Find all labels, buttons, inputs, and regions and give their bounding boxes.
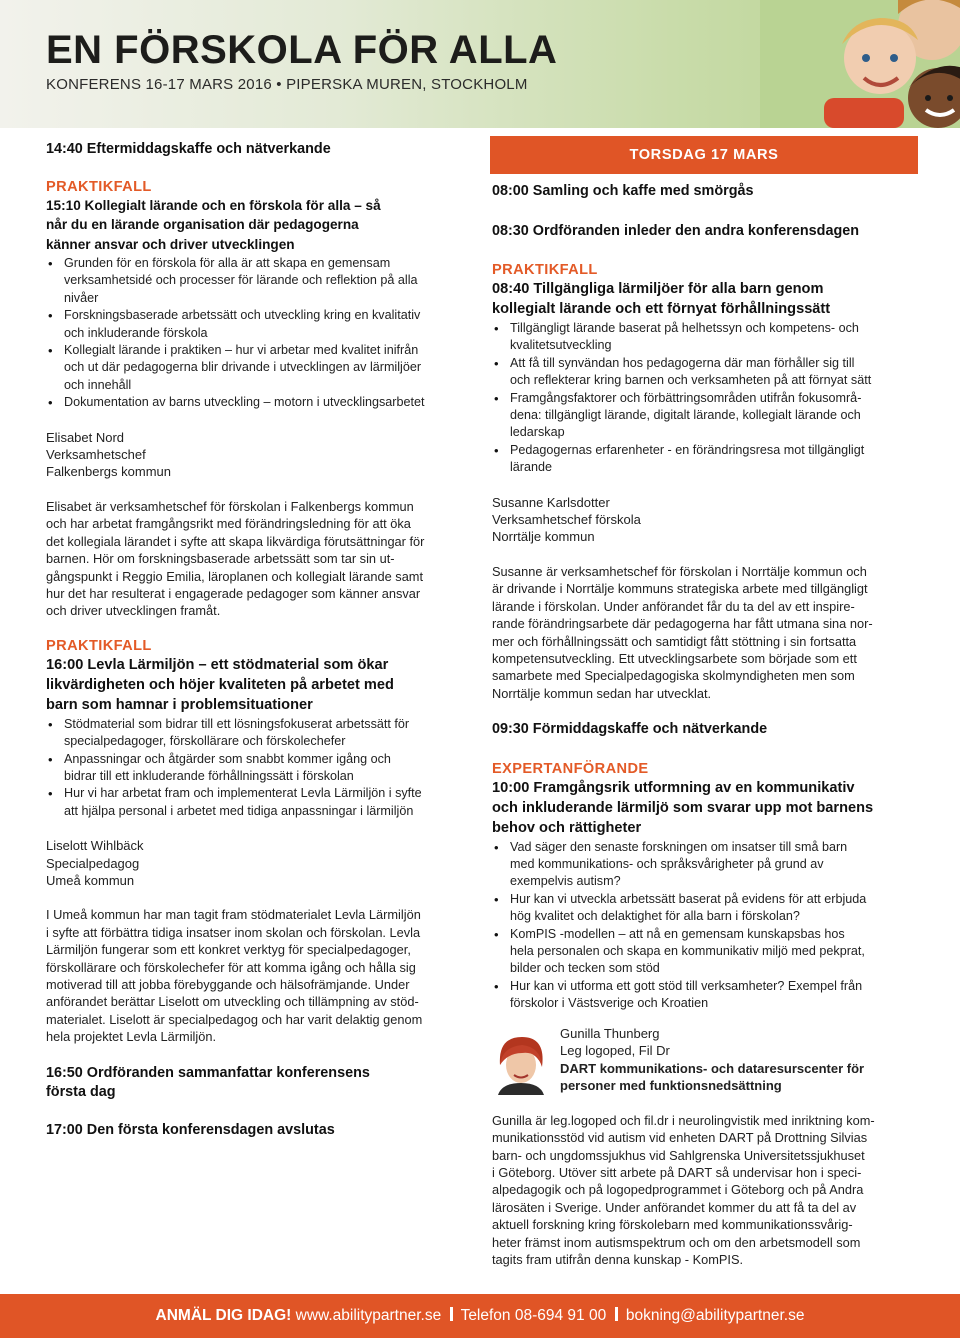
- website-link[interactable]: www.abilitypartner.se: [295, 1307, 442, 1324]
- speaker-info: [46, 429, 470, 481]
- speaker-org: Norrtälje kommun: [492, 529, 595, 545]
- session-title: 16:00 Levla Lärmiljön – ett stödmaterial som ökar likvärdigheten och höjer kvaliteten på arbetet med barn som hamnar i problemsituationer: [46, 656, 394, 713]
- session-bullets: [46, 255, 470, 412]
- speaker-name: Gunilla Thunberg: [560, 1025, 660, 1041]
- right-column: [492, 136, 916, 1268]
- left-column: [46, 136, 470, 1140]
- session-label: PRAKTIKFALL: [492, 262, 598, 278]
- list-item: • Vad säger den senaste forskningen om insatser till små barn med kommunikations- och språksvårigheter på grund av exempelvis autism?: [492, 839, 916, 891]
- list-item: • Hur kan vi utveckla arbetssätt baserat på evidens för att erbjuda hög kvalitet och delaktighet för alla barn i förskolan?: [492, 891, 916, 926]
- list-item: • Hur vi har arbetat fram och implementerat Levla Lärmiljön i syfte att hjälpa personal i arbetet med tidiga anpassningar i lärmiljön: [46, 785, 470, 820]
- list-item: • Forskningsbaserade arbetssätt och utveckling kring en kvalitativ och inkluderande förskola: [46, 307, 470, 342]
- session-label: EXPERTANFÖRANDE: [492, 760, 649, 777]
- header-banner: [0, 0, 960, 128]
- session-bullets: [46, 716, 470, 820]
- speaker-info: [492, 494, 916, 546]
- session-bullets: [492, 320, 916, 477]
- page-title: EN FÖRSKOLA FÖR ALLA: [46, 28, 558, 72]
- list-item: • Anpassningar och åtgärder som snabbt kommer igång och bidrar till ett inkluderande förhållningssätt i förskolan: [46, 751, 470, 786]
- list-item: • Hur kan vi utforma ett gott stöd till verksamheter? Exempel från förskolor i Västsverige och Kroatien: [492, 978, 916, 1013]
- children-photo: [760, 0, 960, 128]
- speaker-name: Liselott Wihlbäck: [46, 838, 144, 854]
- speaker-org: Falkenbergs kommun: [46, 464, 171, 480]
- separator: [450, 1307, 453, 1321]
- speaker-role: Verksamhetschef: [46, 447, 146, 463]
- list-item: • Stödmaterial som bidrar till ett lösningsfokuserat arbetssätt för specialpedagoger, förskollärare och förskolechefer: [46, 716, 470, 751]
- session-bullets: [492, 839, 916, 1013]
- session-title: 10:00 Framgångsrik utformning av en kommunikativ och inkluderande lärmiljö som svarar upp mot barnens behov och rättigheter: [492, 779, 874, 836]
- session-label: PRAKTIKFALL: [46, 637, 152, 654]
- agenda-item-end: 17:00 Den första konferensdagen avslutas: [46, 1121, 335, 1138]
- footer-bar: [0, 1294, 960, 1338]
- speaker-portrait: [492, 1031, 550, 1095]
- separator: [615, 1307, 618, 1321]
- speaker-bio: Susanne är verksamhetschef för förskolan i Norrtälje kommun och är drivande i Norrtälje kommuns strategiska arbete med tillgängligt lärande i förskolan. Under anförandet får du ta del av ett inspire- rande förändringsarbete där pedagogerna har fått utmana sina nor- mer och förhållningssätt och samtidigt fått stöttning i sin fortsatta kompetensutveckling. Ett utvecklingsarbete som började som ett samarbete med Specialpedagogiska skolmyndigheten men som Norrtälje kommun sedan har utvecklat.: [492, 563, 873, 701]
- agenda-item-coffee: 09:30 Förmiddagskaffe och nätverkande: [492, 721, 768, 738]
- phone-number: Telefon 08-694 91 00: [460, 1307, 607, 1324]
- speaker-info: [46, 837, 470, 889]
- agenda-item-coffee: 14:40 Eftermiddagskaffe och nätverkande: [46, 141, 331, 157]
- list-item: • Dokumentation av barns utveckling – motorn i utvecklingsarbetet: [46, 394, 470, 411]
- speaker-bio: I Umeå kommun har man tagit fram stödmaterialet Levla Lärmiljön i syfte att förbättra tidiga insatser inom skolan och förskolan. Levla Lärmiljön fungerar som ett konkret verktyg för specialpedagoger, förskollärare och förskolechefer för att komma igång och hålla sig motiverad till att jobba förebyggande och hälsofrämjande. Under anförandet berättar Liselott om utveckling och tillämpning av stöd- materialet. Liselott är specialpedagog och har varit delaktig genom hela projektet Levla Lärmiljön.: [46, 907, 423, 1045]
- session-title: 15:10 Kollegialt lärande och en förskola för alla – så når du en lärande organisation där pedagogerna känner ansvar och driver utvecklingen: [46, 197, 381, 252]
- speaker-role: Leg logoped, Fil Dr: [560, 1043, 670, 1059]
- speaker-info: [560, 1025, 864, 1095]
- speaker-org: DART kommunikations- och dataresurscenter för personer med funktionsnedsättning: [560, 1060, 865, 1093]
- register-cta: ANMÄL DIG IDAG!: [155, 1307, 292, 1324]
- list-item: • Att få till synvändan hos pedagogerna där man förhåller sig till och reflekterar kring barnen och verksamheten på att förnyat sätt: [492, 355, 916, 390]
- speaker-name: Susanne Karlsdotter: [492, 494, 610, 510]
- speaker-bio: Elisabet är verksamhetschef för förskolan i Falkenbergs kommun och har arbetat framgångsrikt med förändringsledning för att öka det kollegiala lärandet i syfte att skapa likvärdiga förutsättningar för barnen. Hör om forskningsbaserade arbetssätt som tar sin ut- gångspunkt i Reggio Emilia, läroplanen och kollegialt lärande samt hur det har resulterat i engagerade pedagoger som känner ansvar och driver utvecklingen framåt.: [46, 498, 425, 619]
- speaker-role: Verksamhetschef förskola: [492, 512, 641, 528]
- list-item: • Grunden för en förskola för alla är att skapa en gemensam verksamhetsidé och processer för lärande och reflektion på alla nivåer: [46, 255, 470, 307]
- agenda-item-summary: 16:50 Ordföranden sammanfattar konferensens första dag: [46, 1064, 370, 1101]
- conference-subtitle: KONFERENS 16-17 MARS 2016 • PIPERSKA MUREN, STOCKHOLM: [46, 76, 528, 93]
- session-label: PRAKTIKFALL: [46, 178, 152, 195]
- list-item: • Pedagogernas erfarenheter - en förändringsresa mot tillgängligt lärande: [492, 442, 916, 477]
- agenda-item-opening: 08:30 Ordföranden inleder den andra konferensdagen: [492, 222, 860, 239]
- email-link[interactable]: bokning@abilitypartner.se: [625, 1307, 805, 1324]
- session-title: 08:40 Tillgängliga lärmiljöer för alla barn genom kollegialt lärande och ett förnyat förhållningssätt: [492, 281, 831, 317]
- speaker-name: Elisabet Nord: [46, 429, 125, 445]
- list-item: • Tillgängligt lärande baserat på helhetssyn och kompetens- och kvalitetsutveckling: [492, 320, 916, 355]
- speaker-bio: Gunilla är leg.logoped och fil.dr i neurolingvistik med inriktning kom- munikationsstöd vid autism vid enheten DART på Drottning Silvias barn- och ungdomssjukhus vid Sahlgrenska Universitetssjukhuset i Göteborg. Utöver sitt arbete på DART så undervisar hon i speci- alpedagogik och på logopedprogrammet i Göteborg och på Andra lärosäten i Sverige. Under anförandet kommer du att få ta del av aktuell forskning kring förskolebarn med kommunikationssvårig- heter främst inom autismspektrum och om den arbetsmodell som tagits fram utifrån denna kunskap - KomPIS.: [492, 1112, 875, 1267]
- list-item: • Framgångsfaktorer och förbättringsområden utifrån fokusområ- dena: tillgängligt lärande, digitalt lärande, kollegialt lärande och ledarskap: [492, 390, 916, 442]
- list-item: • Kollegialt lärande i praktiken – hur vi arbetar med kvalitet inifrån och ut där pedagogerna blir drivande i utvecklingen av lärmiljöer och innehåll: [46, 342, 470, 394]
- list-item: • KomPIS -modellen – att nå en gemensam kunskapsbas hos hela personalen och skapa en kommunikativ miljö med pekprat, bilder och tecken som stöd: [492, 926, 916, 978]
- agenda-item-breakfast: 08:00 Samling och kaffe med smörgås: [492, 183, 754, 199]
- day-header: TORSDAG 17 MARS: [490, 136, 918, 174]
- speaker-role: Specialpedagog: [46, 855, 140, 871]
- speaker-block: [492, 1025, 916, 1095]
- speaker-org: Umeå kommun: [46, 872, 135, 888]
